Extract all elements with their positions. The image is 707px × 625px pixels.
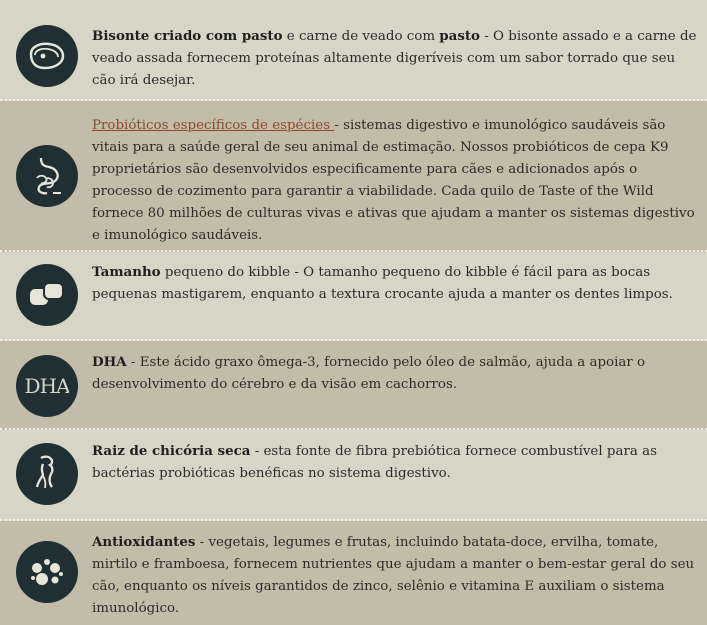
benefit-text (92, 261, 698, 306)
benefit-text (92, 440, 698, 485)
benefit-title: DHA (92, 354, 127, 370)
benefit-text (92, 115, 698, 247)
digestive-system-icon (16, 145, 78, 207)
probiotics-link[interactable]: Probióticos específicos de espécies (92, 118, 335, 133)
meat-steak-icon (16, 25, 78, 87)
dha-icon-label: DHA (25, 374, 69, 398)
benefit-row (0, 101, 707, 252)
benefit-description: - vegetais, legumes e frutas, incluindo batata-doce, ervilha, tomate, mirtilo e framboesa, fornecem nutrientes que ajudam a manter o bem-estar geral do seu cão, enquanto os níveis garantidos de zinco, selênio e vitamina E auxiliam o sistema imunológico. (92, 535, 695, 616)
benefit-title: Raiz de chicória seca (92, 443, 251, 459)
benefit-description: - sistemas digestivo e imunológico saudáveis são vitais para a saúde geral de seu animal de estimação. Nossos probióticos de cepa K9 proprietários são desenvolvidos especificamente para cães e adicionados após o processo de cozimento para garantir a viabilidade. Cada quilo de Taste of the Wild fornece 80 milhões de culturas vivas e ativas que ajudam a manter os sistemas digestivo e imunológico saudáveis. (92, 118, 695, 243)
benefit-title: Antioxidantes (92, 534, 196, 550)
benefit-description: - esta fonte de fibra prebiótica fornece combustível para as bactérias probióticas benéficas no sistema digestivo. (92, 444, 657, 481)
benefit-row (0, 430, 707, 521)
benefit-row (0, 252, 707, 341)
antioxidant-fruits-icon (16, 541, 78, 603)
benefit-title: Tamanho (92, 264, 161, 280)
benefit-text (92, 25, 698, 92)
benefit-row (0, 341, 707, 430)
chicory-root-icon (16, 443, 78, 505)
benefit-row (0, 0, 707, 101)
benefit-text (92, 531, 698, 620)
benefit-text-mid: e carne de veado com (282, 29, 440, 44)
kibble-icon (16, 264, 78, 326)
benefit-text (92, 351, 698, 396)
benefit-description: - O bisonte assado e a carne de veado assada fornecem proteínas altamente digeríveis com um sabor torrado que seu cão irá desejar. (92, 29, 697, 88)
benefit-row (0, 521, 707, 625)
dha-text-icon (16, 355, 78, 417)
benefit-description: pequeno do kibble - O tamanho pequeno do kibble é fácil para as bocas pequenas mastigarem, enquanto a textura crocante ajuda a manter os dentes limpos. (92, 265, 673, 302)
benefit-title-2: pasto (439, 28, 480, 44)
benefit-title: Bisonte criado com pasto (92, 28, 283, 44)
benefit-description: - Este ácido graxo ômega-3, fornecido pelo óleo de salmão, ajuda a apoiar o desenvolvimento do cérebro e da visão em cachorros. (92, 355, 646, 392)
